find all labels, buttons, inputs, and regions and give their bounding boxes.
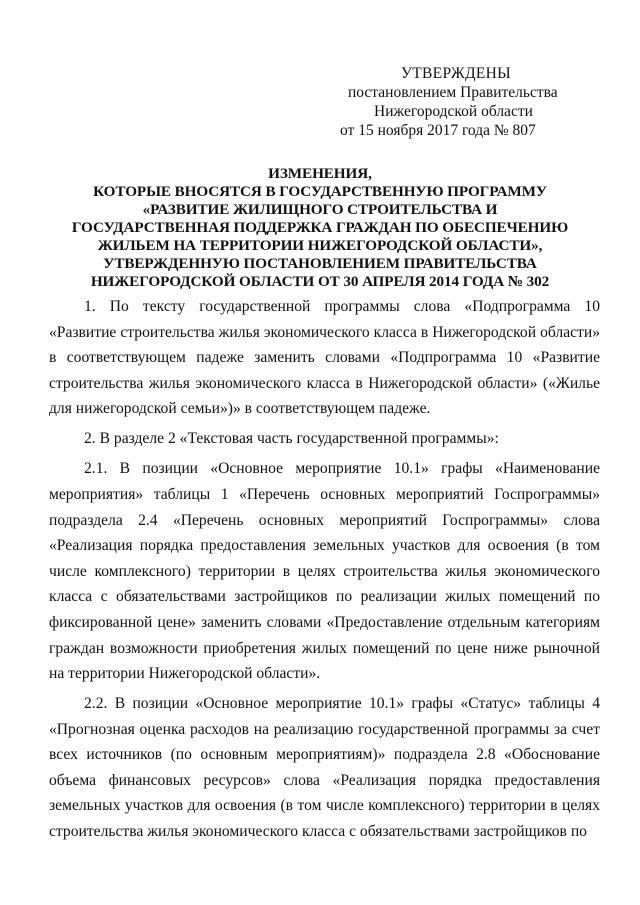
paragraph-2-2: 2.2. В позиции «Основное мероприятие 10.1» графы «Статус» таблицы 4 «Прогнозная оценка расходов на реализацию государственной программы за счет всех источников (по основным мероприятиям)» подраздела 2.8 «Обоснование объема финансовых ресурсов» слова «Реализация порядка предоставления земельных участков для освоения (в том числе комплексного) территории в целях строительства жилья экономического класса с обязательствами застройщиков по [49,695,600,841]
title-line: НИЖЕГОРОДСКОЙ ОБЛАСТИ ОТ 30 АПРЕЛЯ 2014 ГОДА № 302 [90,273,550,290]
approval-line: постановлением Правительства [348,84,558,101]
document-title [40,165,600,291]
paragraph-2-1: 2.1. В позиции «Основное мероприятие 10.1» графы «Наименование мероприятия» таблицы 1 «Перечень основных мероприятий Госпрограммы» подраздела 2.4 «Перечень основных мероприятий Госпрограммы» слова «Реализация порядка предоставления земельных участков для освоения (в том числе комплексного) территории в целях строительства жилья экономического класса с обязательствами застройщиков по реализации жилых помещений по фиксированной цене» заменить словами «Предоставление отдельным категориям граждан возможности приобретения жилых помещений по цене ниже рыночной на территории Нижегородской области». [49,460,600,683]
title-line: ЖИЛЬЕМ НА ТЕРРИТОРИИ НИЖЕГОРОДСКОЙ ОБЛАСТИ», [97,237,543,254]
paragraph-1: 1. По тексту государственной программы слова «Подпрограмма 10 «Развитие строительства жилья экономического класса в Нижегородской области» в соответствующем падеже заменить словами «Подпрограмма 10 «Развитие строительства жилья экономического класса в Нижегородской области» («Жилье для нижегородской семьи»)» в соответствующем падеже. [49,298,600,418]
title-line: ИЗМЕНЕНИЯ, [268,165,372,182]
title-line: УТВЕРЖДЕННУЮ ПОСТАНОВЛЕНИЕМ ПРАВИТЕЛЬСТВА [103,255,537,272]
title-line: ГОСУДАРСТВЕННАЯ ПОДДЕРЖКА ГРАЖДАН ПО ОБЕСПЕЧЕНИЮ [71,219,569,236]
document-body [49,294,600,849]
approval-stamp [340,64,580,140]
approval-line: Нижегородской области [374,103,533,120]
title-line: КОТОРЫЕ ВНОСЯТСЯ В ГОСУДАРСТВЕННУЮ ПРОГРАММУ [93,183,547,200]
approval-date: от 15 ноября 2017 года № 807 [340,122,536,139]
title-line: «РАЗВИТИЕ ЖИЛИЩНОГО СТРОИТЕЛЬСТВА И [142,201,498,218]
paragraph-2: 2. В разделе 2 «Текстовая часть государственной программы»: [84,430,499,448]
approval-heading: УТВЕРЖДЕНЫ [401,65,511,82]
